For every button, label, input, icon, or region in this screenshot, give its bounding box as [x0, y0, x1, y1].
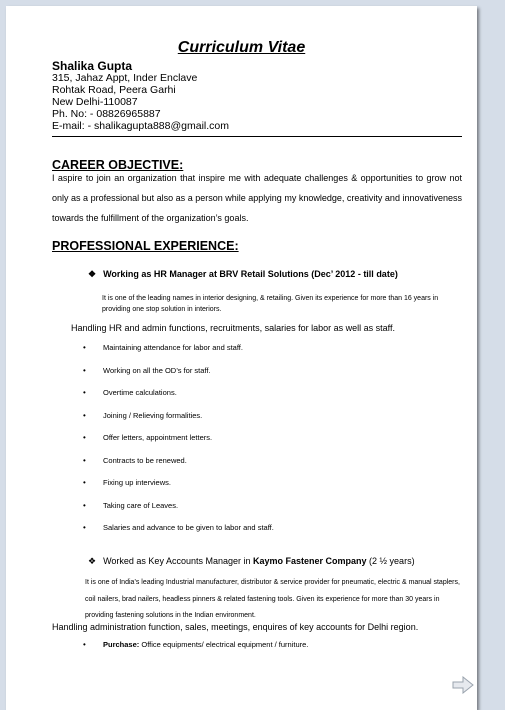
job2-duration: (2 ½ years) — [366, 556, 415, 566]
next-page-arrow-icon[interactable] — [452, 676, 474, 694]
job1-title-text: Working as HR Manager at BRV Retail Solutions (Dec’ 2012 - till date) — [103, 269, 398, 279]
list-item: • Offer letters, appointment letters. — [83, 433, 213, 442]
list-item: • Salaries and advance to be given to labor and staff. — [83, 523, 274, 532]
list-item: • Working on all the OD’s for staff. — [83, 365, 211, 375]
list-item: • Contracts to be renewed. — [83, 455, 187, 465]
address-line-3: New Delhi-110087 — [52, 96, 138, 108]
document-page — [6, 6, 477, 710]
job1-duties-list — [83, 342, 274, 545]
candidate-name: Shalika Gupta — [52, 59, 133, 73]
career-objective-text: I aspire to join an organization that inspire me with adequate challenges & opportunities to grow not only as a professional but also as a person while applying my knowledge, creativity and innovativeness towards the fulfillment of the organization’s goals. — [52, 173, 462, 223]
bullet-icon: • — [83, 365, 86, 375]
bullet-icon: • — [83, 410, 86, 420]
diamond-bullet-icon: ❖ — [88, 556, 97, 566]
job2-handling: Handling administration function, sales, meetings, enquires of key accounts for Delhi region. — [52, 622, 419, 632]
list-item: • Fixing up interviews. — [83, 478, 171, 487]
list-item: • Overtime calculations. — [83, 388, 177, 397]
job2-title-prefix: Worked as Key Accounts Manager in — [103, 556, 253, 566]
career-objective-heading: CAREER OBJECTIVE: — [52, 158, 184, 172]
job2-company: Kaymo Fastener Company — [253, 556, 367, 566]
email-line: E-mail: - shalikagupta888@gmail.com — [52, 120, 229, 132]
bullet-icon: • — [83, 343, 86, 352]
document-title: Curriculum Vitae — [177, 39, 306, 56]
diamond-bullet-icon: ❖ — [88, 269, 97, 279]
address-line-2: Rohtak Road, Peera Garhi — [52, 84, 176, 96]
bullet-icon: • — [83, 640, 86, 649]
address-line-1: 315, Jahaz Appt, Inder Enclave — [52, 72, 198, 84]
job1-title — [88, 269, 398, 280]
list-item: • Joining / Relieving formalities. — [83, 410, 203, 420]
scrollbar-track[interactable] — [486, 0, 505, 710]
bullet-icon: • — [83, 388, 86, 397]
purchase-text: Office equipments/ electrical equipment / furniture. — [139, 640, 309, 649]
bullet-icon: • — [83, 455, 86, 465]
list-item: • Maintaining attendance for labor and staff. — [83, 343, 243, 352]
list-item: • Taking care of Leaves. — [83, 500, 179, 510]
bullet-icon: • — [83, 478, 86, 487]
header-divider — [52, 136, 462, 137]
job2-title — [88, 556, 415, 567]
phone-line: Ph. No: - 08826965887 — [52, 108, 161, 120]
job1-handling: Handling HR and admin functions, recruitments, salaries for labor as well as staff. — [71, 323, 395, 333]
job2-purchase-item — [83, 640, 308, 649]
professional-experience-heading: PROFESSIONAL EXPERIENCE: — [52, 239, 239, 253]
contact-block — [52, 72, 229, 132]
purchase-label: Purchase: — [103, 640, 140, 649]
bullet-icon: • — [83, 433, 86, 442]
bullet-icon: • — [83, 500, 86, 510]
bullet-icon: • — [83, 523, 86, 532]
job2-description: It is one of India’s leading Industrial manufacturer, distributor & service provider for pneumatic, electric & manual staplers, coil nailers, brad nailers, headless pinners & related fastening tools. Given its experience for more than 30 years in providing fastening solutions in the Indian environment. — [85, 579, 460, 619]
job1-description: It is one of the leading names in interior designing, & retailing. Given its experience for more than 16 years in providing one stop solution in interiors. — [102, 295, 439, 313]
